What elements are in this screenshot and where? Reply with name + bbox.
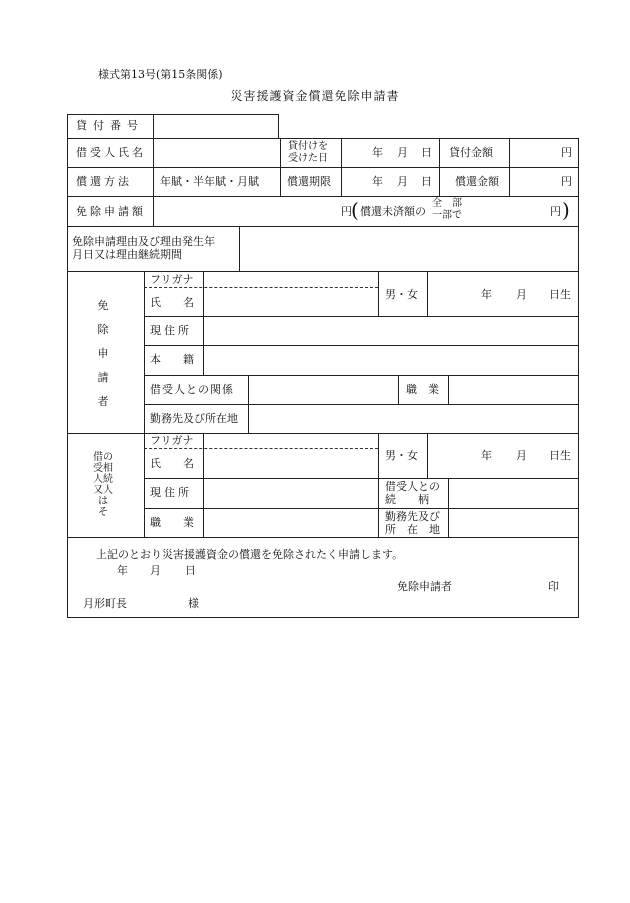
application-year-unit: 年 xyxy=(117,564,128,577)
reason-label-line1: 免除申請理由及び理由発生年 xyxy=(72,235,215,248)
honorific: 様 xyxy=(188,597,199,610)
applicant-relation-label: 借受人との関係 xyxy=(150,383,234,396)
heir-workplace-label-line1: 勤務先及び xyxy=(385,510,440,523)
open-bracket: ( xyxy=(351,198,359,222)
heir-furigana-field[interactable] xyxy=(204,434,377,447)
loan-number-label: 貸付番号 xyxy=(76,119,144,132)
seal-mark: 印 xyxy=(548,580,559,593)
heir-workplace-label-line2: 所 在 地 xyxy=(385,523,440,536)
applicant-domicile-field[interactable] xyxy=(204,346,577,374)
loan-amount-label: 貸付金額 xyxy=(449,146,493,159)
exemption-amount-label: 免除申請額 xyxy=(76,205,146,218)
reason-field[interactable] xyxy=(240,227,577,270)
applicant-domicile-label: 本 籍 xyxy=(150,353,194,366)
heir-gender[interactable]: 男・女 xyxy=(385,449,418,462)
borrower-name-label: 借受人氏名 xyxy=(76,146,146,159)
heir-address-label: 現住所 xyxy=(150,486,192,499)
repayment-deadline-label: 償還期限 xyxy=(287,175,331,188)
applicant-furigana-field[interactable] xyxy=(204,272,377,286)
loan-date-day-unit: 日 xyxy=(421,146,432,159)
application-month-unit: 月 xyxy=(150,564,161,577)
repayment-method-options[interactable]: 年賦・半年賦・月賦 xyxy=(160,175,259,188)
loan-date-label-line2: 受けた日 xyxy=(288,153,328,164)
repayment-amount-yen: 円 xyxy=(561,175,572,188)
loan-number-field[interactable] xyxy=(154,115,277,137)
applicant-address-label: 現住所 xyxy=(150,324,192,337)
heir-name-label: 氏 名 xyxy=(150,457,194,470)
all-option[interactable]: 全 部 xyxy=(432,198,462,209)
applicant-occupation-label: 職 業 xyxy=(406,383,439,396)
borrower-name-field[interactable] xyxy=(154,139,279,166)
exemption-amount-field[interactable] xyxy=(154,197,339,225)
applicant-gender[interactable]: 男・女 xyxy=(385,288,418,301)
heir-relation-field[interactable] xyxy=(449,479,577,507)
form-title: 災害援護資金償還免除申請書 xyxy=(230,89,400,103)
heir-section-label: 借の 受相 人続 又人 は そ xyxy=(93,452,113,518)
applicant-relation-field[interactable] xyxy=(249,376,397,403)
heir-birth-month-unit: 月 xyxy=(516,449,527,462)
deadline-day-unit: 日 xyxy=(421,175,432,188)
loan-date-year-unit: 年 xyxy=(372,146,383,159)
addressee: 月形町長 xyxy=(83,597,127,610)
heir-relation-label-line2: 続 柄 xyxy=(385,493,429,506)
loan-date-month-unit: 月 xyxy=(397,146,408,159)
applicant-name-label: 氏 名 xyxy=(150,296,194,309)
heir-workplace-field[interactable] xyxy=(449,509,577,536)
application-statement: 上記のとおり災害援護資金の償還を免除されたく申請します。 xyxy=(96,548,404,561)
loan-amount-yen: 円 xyxy=(561,146,572,159)
deadline-year-unit: 年 xyxy=(372,175,383,188)
applicant-workplace-label: 勤務先及び所在地 xyxy=(150,412,238,425)
applicant-birth-month-unit: 月 xyxy=(516,288,527,301)
repayment-amount-label: 償還金額 xyxy=(455,175,499,188)
close-bracket: ) xyxy=(562,198,570,222)
applicant-workplace-field[interactable] xyxy=(249,405,577,432)
heir-occupation-field[interactable] xyxy=(204,509,377,536)
heir-address-field[interactable] xyxy=(204,479,377,507)
heir-birth-day-unit: 日生 xyxy=(549,449,571,462)
reason-label-line2: 月日又は理由継続期間 xyxy=(72,248,182,261)
unpaid-amount-label: 償還未済額の xyxy=(360,205,426,218)
unpaid-amount-yen: 円 xyxy=(550,205,561,218)
applicant-signature-field[interactable] xyxy=(460,577,540,593)
heir-relation-label-line1: 借受人との xyxy=(385,480,440,493)
applicant-birth-year-unit: 年 xyxy=(481,288,492,301)
heir-furigana-label: フリガナ xyxy=(150,434,194,447)
applicant-section-label: 免 除 申 請 者 xyxy=(97,299,109,408)
repayment-method-label: 償還方法 xyxy=(76,175,132,188)
applicant-name-field[interactable] xyxy=(204,289,377,315)
deadline-month-unit: 月 xyxy=(397,175,408,188)
form-number: 様式第13号(第15条関係) xyxy=(98,68,223,81)
applicant-furigana-label: フリガナ xyxy=(150,273,194,286)
heir-occupation-label: 職 業 xyxy=(150,516,194,529)
exemption-amount-yen: 円 xyxy=(341,205,352,218)
applicant-signature-label: 免除申請者 xyxy=(397,580,452,593)
heir-birth-year-unit: 年 xyxy=(481,449,492,462)
application-day-unit: 日 xyxy=(185,564,196,577)
applicant-address-field[interactable] xyxy=(204,317,577,344)
applicant-occupation-field[interactable] xyxy=(449,376,577,403)
loan-date-label-line1: 貸付けを xyxy=(288,141,328,152)
applicant-birth-day-unit: 日生 xyxy=(549,288,571,301)
part-option[interactable]: 一部で xyxy=(432,210,462,221)
heir-name-field[interactable] xyxy=(204,450,377,477)
